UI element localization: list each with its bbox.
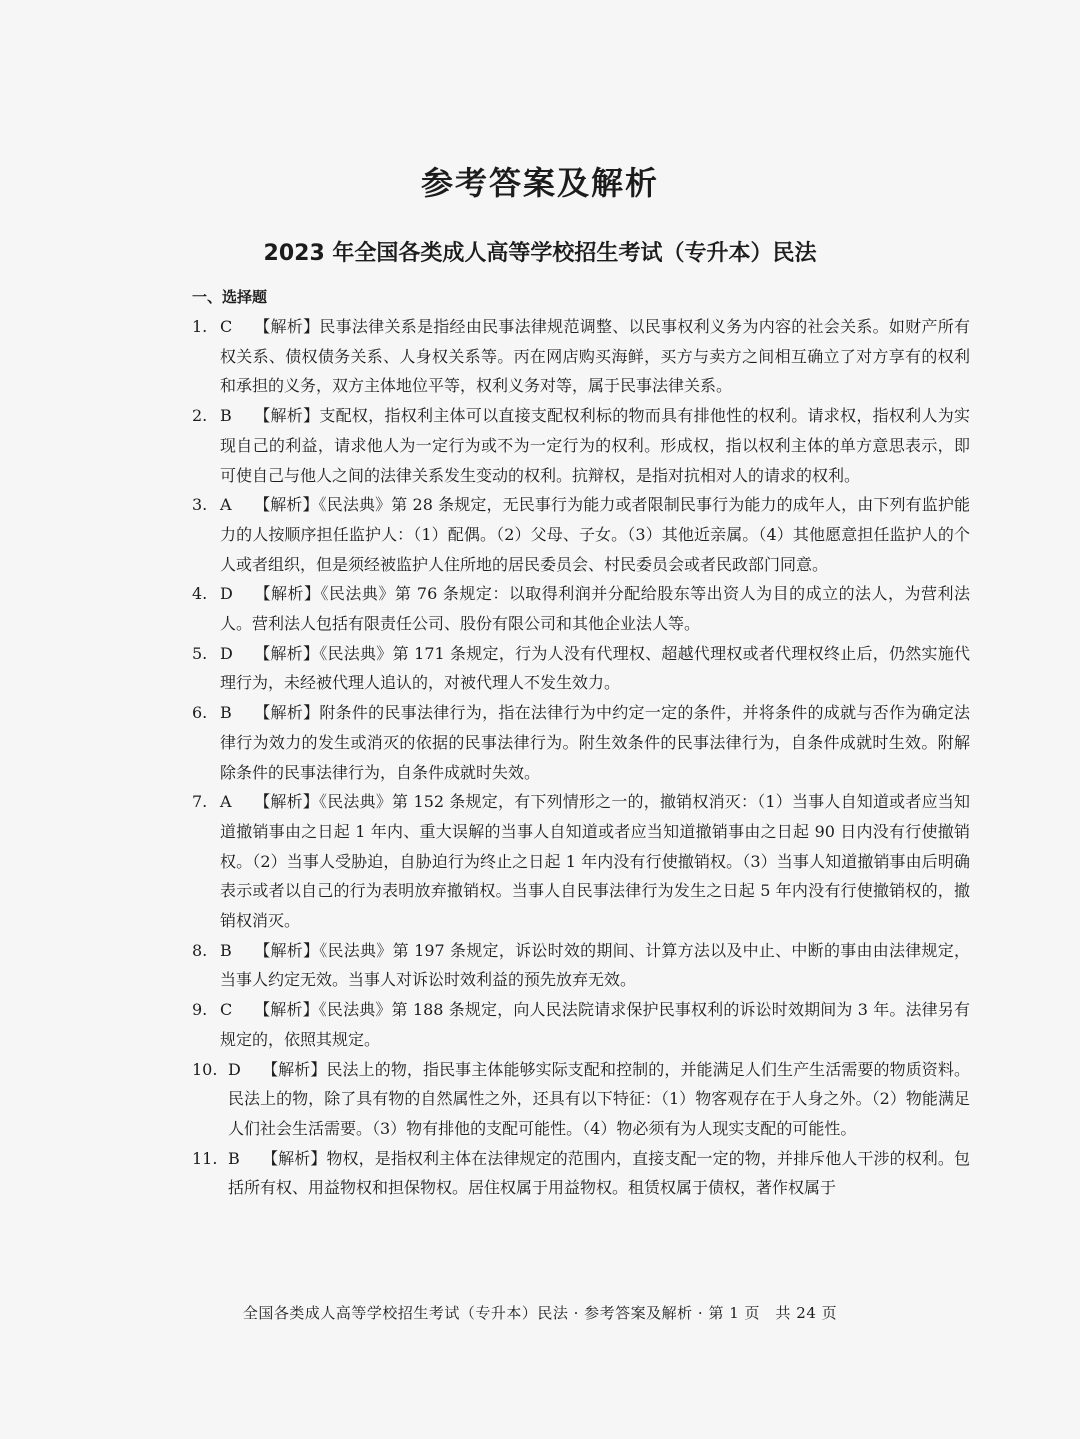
answer-number: 2. — [192, 406, 208, 426]
answer-choice: C — [220, 1000, 233, 1020]
answer-number: 3. — [192, 495, 208, 515]
answer-number: 6. — [192, 703, 208, 723]
answer-explanation: 【解析】《民法典》第 76 条规定：以取得利润并分配给股东等出资人为目的成立的法人，为营利法人。营利法人包括有限责任公司、股份有限公司和其他企业法人等。 — [220, 584, 970, 634]
answer-item — [192, 490, 970, 579]
answer-choice: B — [220, 406, 232, 426]
answer-explanation: 【解析】民法上的物，指民事主体能够实际支配和控制的，并能满足人们生产生活需要的物质资料。民法上的物，除了具有物的自然属性之外，还具有以下特征：（1）物客观存在于人身之外。（2）物能满足人们社会生活需要。（3）物有排他的支配可能性。（4）物必须有为人现实支配的可能性。 — [228, 1059, 970, 1138]
answer-choice: D — [220, 643, 233, 663]
answer-number: 11. — [192, 1148, 218, 1168]
answer-item — [192, 579, 970, 638]
answer-item — [192, 787, 970, 936]
answer-choice: B — [228, 1148, 240, 1168]
answer-explanation: 【解析】附条件的民事法律行为，指在法律行为中约定一定的条件，并将条件的成就与否作为确定法律行为效力的发生或消灭的依据的民事法律行为。附生效条件的民事法律行为，自条件成就时生效。附解除条件的民事法律行为，自条件成就时失效。 — [220, 703, 970, 782]
answer-list — [192, 312, 970, 1203]
answer-item — [192, 698, 970, 787]
answer-number: 7. — [192, 792, 208, 812]
answer-item — [192, 1055, 970, 1144]
page-title: 参考答案及解析 — [420, 164, 659, 202]
answer-explanation: 【解析】支配权，指权利主体可以直接支配权利标的物而具有排他性的权利。请求权，指权利人为实现自己的利益，请求他人为一定行为或不为一定行为的权利。形成权，指以权利主体的单方意思表示，即可使自己与他人之间的法律关系发生变动的权利。抗辩权，是指对抗相对人的请求的权利。 — [220, 406, 970, 485]
exam-subtitle: 2023 年全国各类成人高等学校招生考试（专升本）民法 — [263, 241, 817, 266]
answer-choice: B — [220, 940, 232, 960]
answer-explanation: 【解析】《民法典》第 28 条规定，无民事行为能力或者限制民事行为能力的成年人，由下列有监护能力的人按顺序担任监护人：（1）配偶。（2）父母、子女。（3）其他近亲属。（4）其他愿意担任监护人的个人或者组织，但是须经被监护人住所地的居民委员会、村民委员会或者民政部门同意。 — [220, 495, 970, 574]
answer-item — [192, 401, 970, 490]
answer-item — [192, 995, 970, 1054]
answer-choice: D — [228, 1059, 241, 1079]
answer-number: 4. — [192, 584, 208, 604]
answer-item — [192, 312, 970, 401]
answer-explanation: 【解析】《民法典》第 171 条规定，行为人没有代理权、超越代理权或者代理权终止后，仍然实施代理行为，未经被代理人追认的，对被代理人不发生效力。 — [220, 643, 970, 693]
answer-item — [192, 936, 970, 995]
answer-number: 10. — [192, 1059, 218, 1079]
answer-choice: B — [220, 703, 232, 723]
answer-explanation: 【解析】《民法典》第 188 条规定，向人民法院请求保护民事权利的诉讼时效期间为 3 年。法律另有规定的，依照其规定。 — [220, 1000, 970, 1049]
answer-choice: D — [220, 584, 233, 604]
answer-choice: A — [220, 792, 232, 812]
answer-choice: C — [220, 317, 233, 336]
section-heading: 一、选择题 — [192, 288, 268, 306]
answer-choice: A — [220, 495, 232, 515]
answer-explanation: 【解析】《民法典》第 152 条规定，有下列情形之一的，撤销权消灭：（1）当事人自知道或者应当知道撤销事由之日起 1 年内、重大误解的当事人自知道或者应当知道撤销事由之日起 90 日内没有行使撤销权。（2）当事人受胁迫，自胁迫行为终止之日起 1 年内没有行使撤销权。（3）当事人知道撤销事由后明确表示或者以自己的行为表明放弃撤销权。当事人自民事法律行为发生之日起 5 年内没有行使撤销权的，撤销权消灭。 — [220, 792, 970, 931]
answer-number: 9. — [192, 1000, 208, 1020]
page-footer: 全国各类成人高等学校招生考试（专升本）民法 · 参考答案及解析 · 第 1 页 共 24 页 — [242, 1304, 838, 1322]
answer-explanation: 【解析】《民法典》第 197 条规定，诉讼时效的期间、计算方法以及中止、中断的事由由法律规定，当事人约定无效。当事人对诉讼时效利益的预先放弃无效。 — [220, 940, 970, 990]
answer-item — [192, 639, 970, 698]
answer-number: 5. — [192, 643, 208, 663]
answer-number: 8. — [192, 940, 208, 960]
answer-explanation: 【解析】民事法律关系是指经由民事法律规范调整、以民事权利义务为内容的社会关系。如财产所有权关系、债权债务关系、人身权关系等。丙在网店购买海鲜，买方与卖方之间相互确立了对方享有的权利和承担的义务，双方主体地位平等，权利义务对等，属于民事法律关系。 — [220, 317, 970, 396]
answer-explanation: 【解析】物权，是指权利主体在法律规定的范围内，直接支配一定的物，并排斥他人干涉的权利。包括所有权、用益物权和担保物权。居住权属于用益物权。租赁权属于债权，著作权属于 — [228, 1148, 970, 1198]
answer-item — [192, 1144, 970, 1203]
answer-number: 1. — [192, 317, 208, 336]
